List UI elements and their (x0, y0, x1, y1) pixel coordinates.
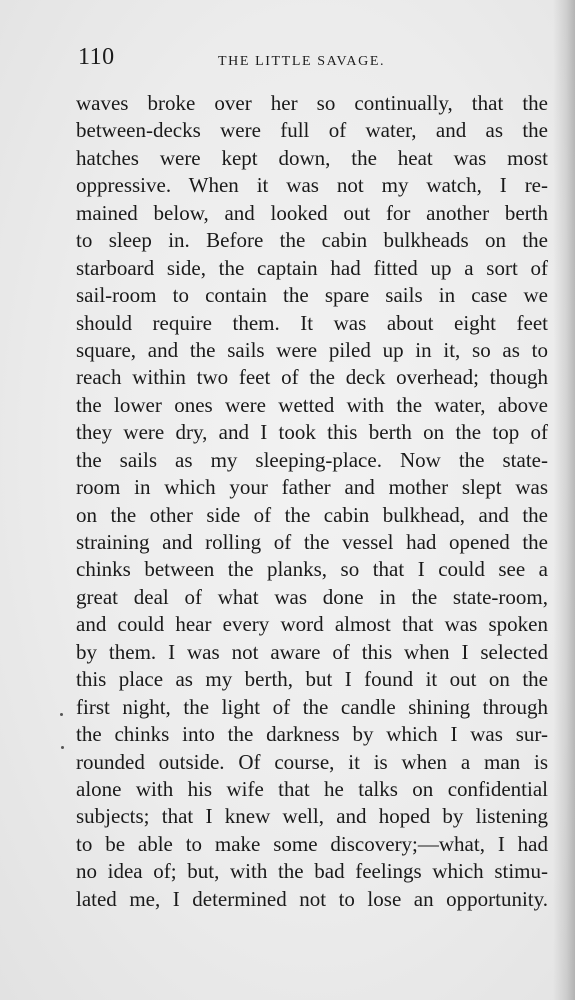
print-speck (60, 713, 63, 716)
text-line: sail-room to contain the spare sails in case we (76, 283, 548, 308)
page-number: 110 (78, 44, 115, 70)
text-line: starboard side, the captain had fitted up a sort of (76, 255, 548, 280)
running-head: THE LITTLE SAVAGE. (218, 54, 386, 69)
text-line: hatches were kept down, the heat was most (76, 145, 548, 170)
text-line: room in which your father and mother slept was (76, 475, 548, 500)
text-line: square, and the sails were piled up in it, so as to (76, 337, 548, 362)
text-line: on the other side of the cabin bulkhead, and the (76, 502, 548, 527)
text-line: the sails as my sleeping-place. Now the state- (76, 447, 548, 472)
text-line: oppressive. When it was not my watch, I re- (76, 173, 548, 198)
text-line: alone with his wife that he talks on confidential (76, 776, 548, 801)
print-speck (61, 746, 64, 749)
text-line: chinks between the planks, so that I could see a (76, 557, 548, 582)
text-line: mained below, and looked out for another berth (76, 200, 548, 225)
text-line: between-decks were full of water, and as the (76, 118, 548, 143)
page-header (78, 44, 548, 74)
text-line: to sleep in. Before the cabin bulkheads on the (76, 228, 548, 253)
text-line: and could hear every word almost that was spoken (76, 612, 548, 637)
text-line: the lower ones were wetted with the water, above (76, 392, 548, 417)
body-text (76, 90, 548, 913)
text-line: they were dry, and I took this berth on the top of (76, 420, 548, 445)
text-line: subjects; that I knew well, and hoped by listening (76, 804, 548, 829)
text-line: waves broke over her so continually, that the (76, 91, 548, 115)
text-line: this place as my berth, but I found it out on the (76, 667, 548, 692)
text-line: to be able to make some discovery;—what, I had (76, 831, 548, 856)
page-gutter-shadow (553, 0, 575, 1000)
text-line: great deal of what was done in the state-room, (76, 584, 548, 609)
text-line: lated me, I determined not to lose an opportunity. (76, 886, 548, 911)
text-line: no idea of; but, with the bad feelings which stimu- (76, 859, 548, 884)
text-line: straining and rolling of the vessel had opened the (76, 530, 548, 554)
text-line: by them. I was not aware of this when I selected (76, 639, 548, 664)
text-line: rounded outside. Of course, it is when a man is (76, 749, 548, 774)
text-line: reach within two feet of the deck overhead; though (76, 365, 548, 390)
text-line: should require them. It was about eight feet (76, 310, 548, 335)
text-line: the chinks into the darkness by which I was sur- (76, 722, 548, 747)
text-line: first night, the light of the candle shining through (76, 694, 548, 719)
